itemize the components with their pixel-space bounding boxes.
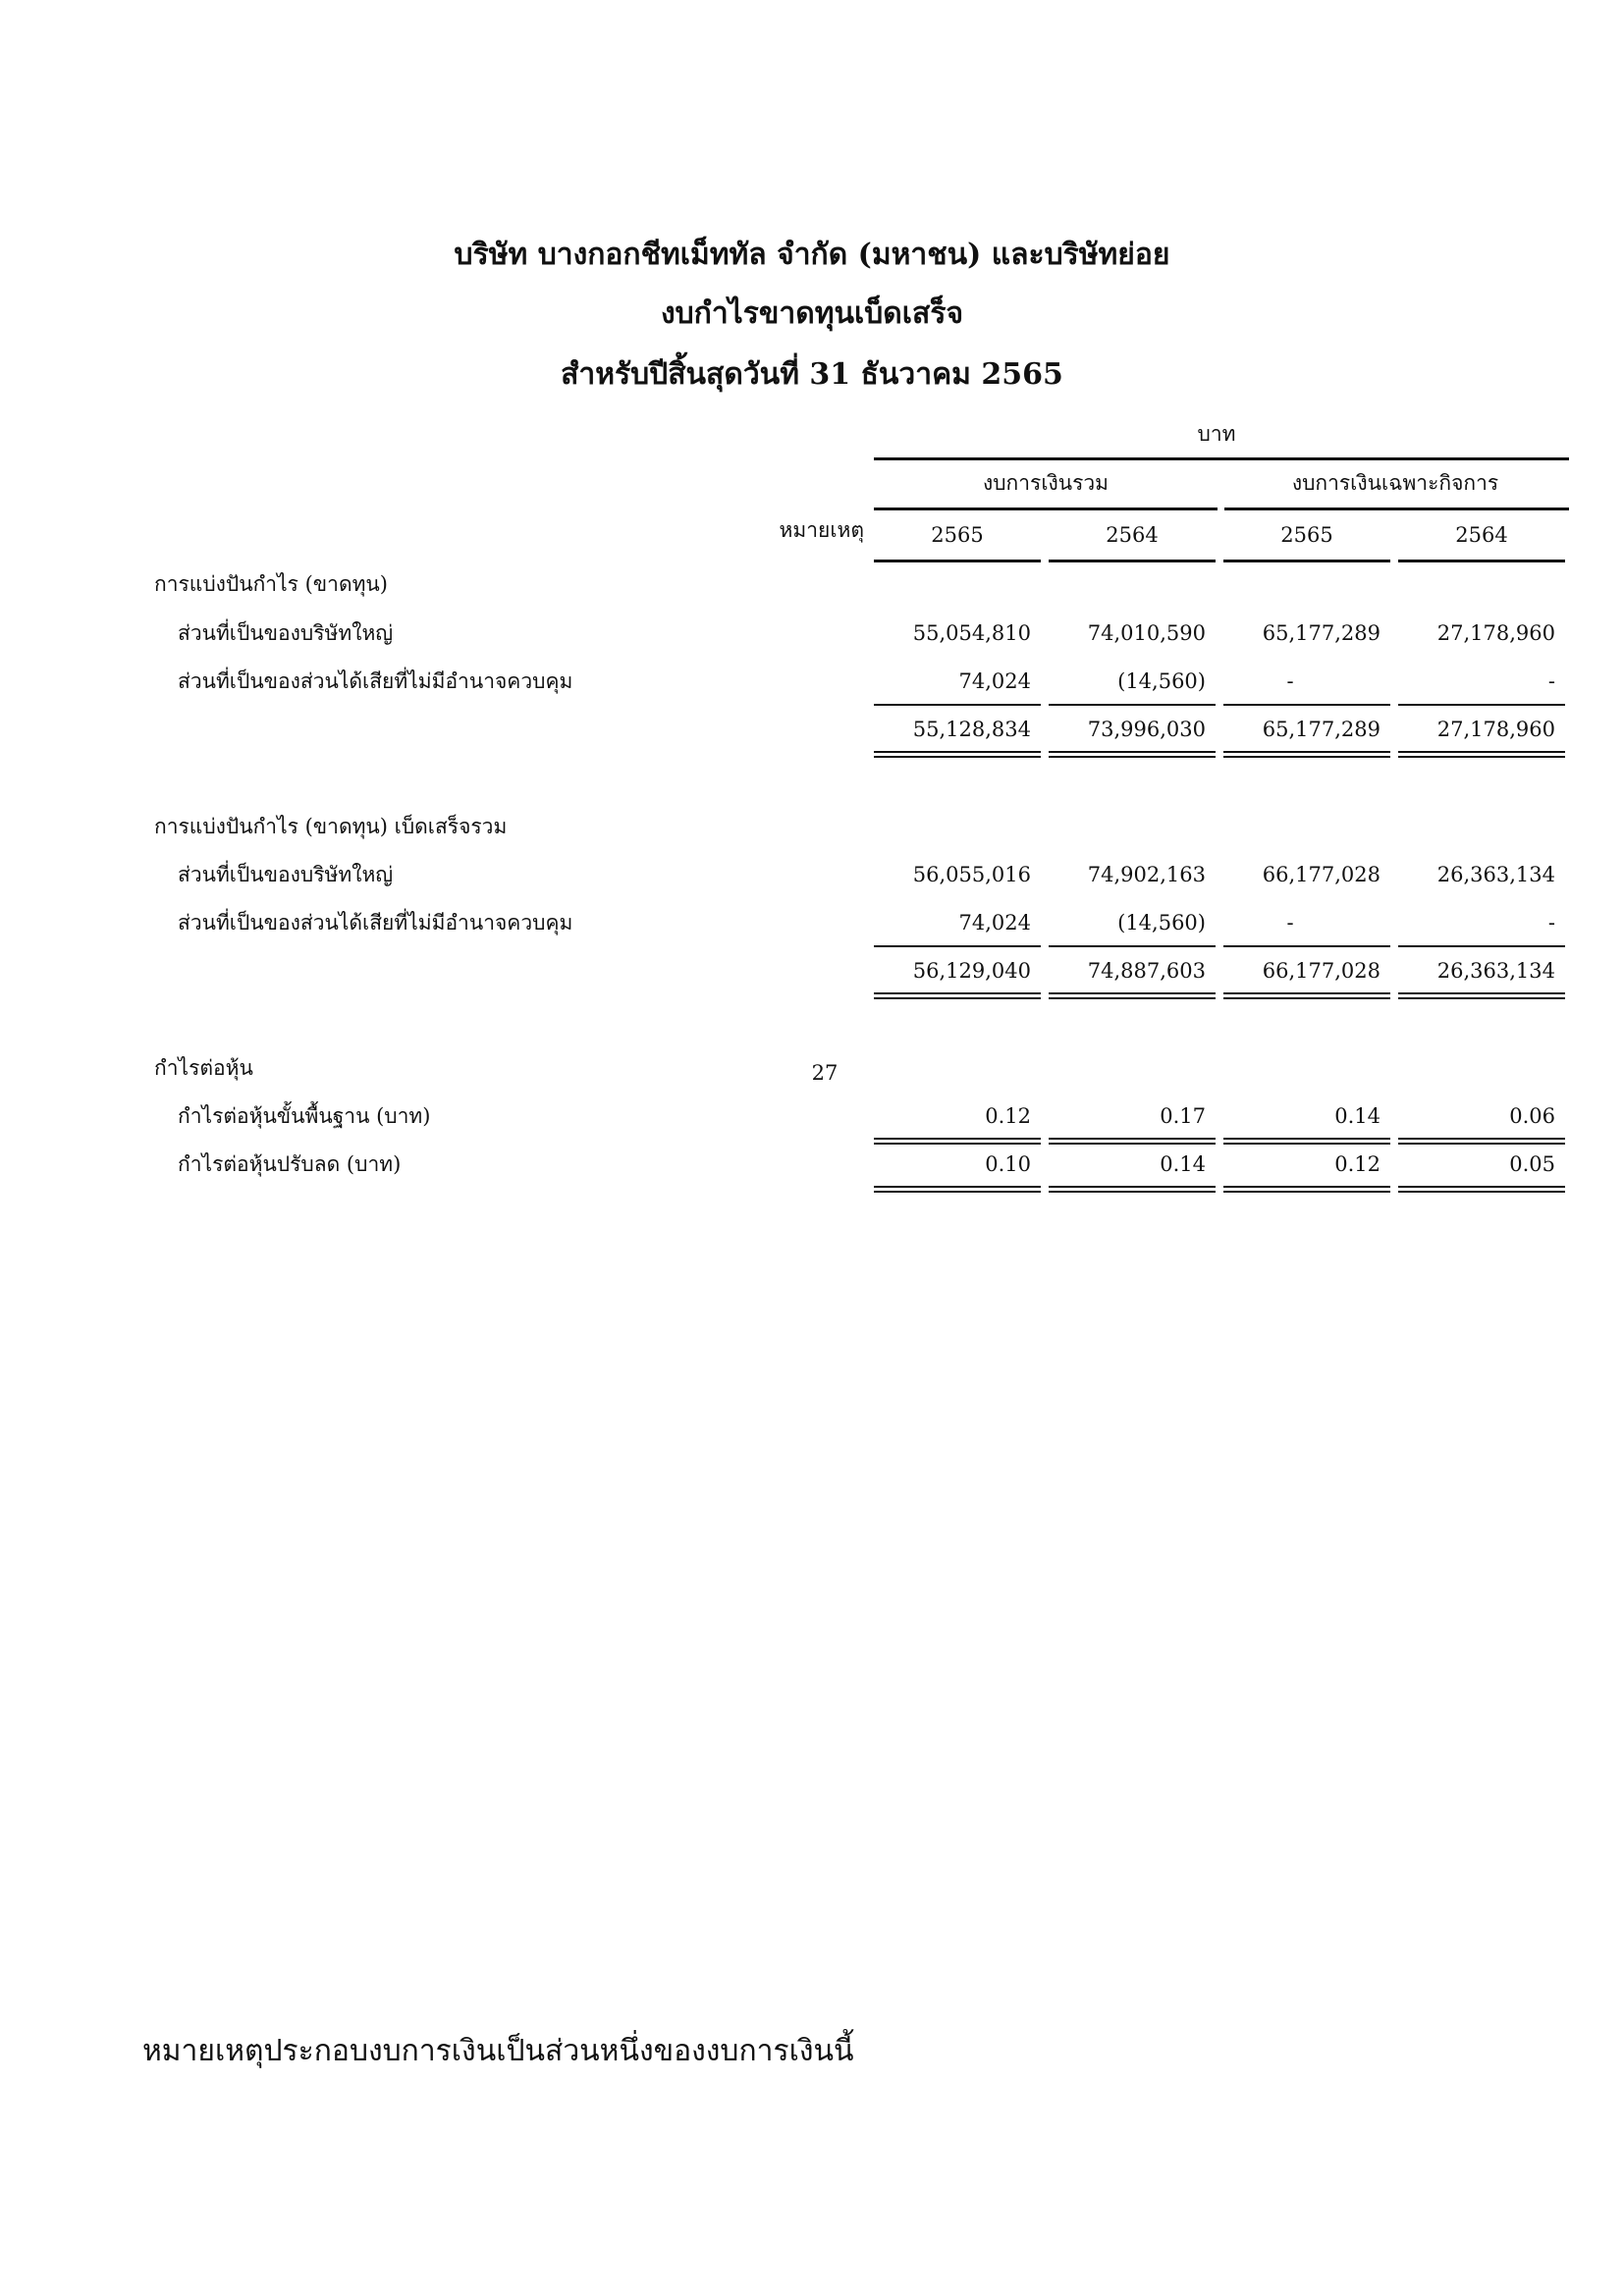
year-header: 2565 <box>1280 523 1333 547</box>
total-double-rule <box>1223 751 1390 758</box>
table-cell: (14,560) <box>1117 669 1206 693</box>
table-cell: 0.12 <box>985 1104 1031 1128</box>
table-cell: 55,054,810 <box>912 621 1031 645</box>
table-cell: 0.10 <box>985 1152 1031 1176</box>
eps-double-rule <box>1398 1138 1565 1145</box>
table-cell: - <box>1547 669 1555 693</box>
table-cell: 65,177,289 <box>1262 621 1380 645</box>
eps-double-rule <box>1223 1186 1390 1193</box>
table-cell: 74,902,163 <box>1087 863 1206 886</box>
subtotal-rule <box>1398 704 1565 706</box>
row-label-owners-of-parent: ส่วนที่เป็นของบริษัทใหญ่ <box>178 621 394 645</box>
row-label-non-controlling-interests: ส่วนที่เป็นของส่วนได้เสียที่ไม่มีอำนาจควบคุม <box>178 911 573 934</box>
company-name: บริษัท บางกอกชีทเม็ททัล จำกัด (มหาชน) และบริษัทย่อย <box>454 238 1170 272</box>
group-label-separate: งบการเงินเฉพาะกิจการ <box>1291 471 1499 495</box>
subtotal-rule <box>874 704 1041 706</box>
table-cell: 56,055,016 <box>912 863 1031 886</box>
group-label-consolidated: งบการเงินรวม <box>982 471 1110 495</box>
table-cell: 27,178,960 <box>1436 621 1555 645</box>
total-cell: 73,996,030 <box>1087 718 1206 741</box>
eps-double-rule <box>874 1186 1041 1193</box>
total-double-rule <box>874 992 1041 999</box>
table-cell: 0.17 <box>1160 1104 1206 1128</box>
eps-double-rule <box>1223 1138 1390 1145</box>
subtotal-rule <box>1223 945 1390 947</box>
table-cell: 66,177,028 <box>1262 863 1380 886</box>
total-cell: 65,177,289 <box>1262 718 1380 741</box>
table-cell: 0.12 <box>1334 1152 1380 1176</box>
year-underline <box>1049 560 1216 562</box>
total-double-rule <box>874 751 1041 758</box>
row-label-non-controlling-interests: ส่วนที่เป็นของส่วนได้เสียที่ไม่มีอำนาจควบคุม <box>178 669 573 693</box>
year-underline <box>1398 560 1565 562</box>
subtotal-rule <box>1223 704 1390 706</box>
year-header: 2565 <box>931 523 984 547</box>
year-header: 2564 <box>1455 523 1508 547</box>
subtotal-rule <box>874 945 1041 947</box>
unit-underline <box>874 457 1569 460</box>
separate-underline <box>1224 507 1569 510</box>
total-cell: 66,177,028 <box>1262 959 1380 983</box>
table-cell: 0.05 <box>1509 1152 1555 1176</box>
eps-double-rule <box>1049 1186 1216 1193</box>
table-cell: 0.14 <box>1160 1152 1206 1176</box>
eps-double-rule <box>1049 1138 1216 1145</box>
eps-double-rule <box>874 1138 1041 1145</box>
eps-double-rule <box>1398 1186 1565 1193</box>
total-double-rule <box>1049 751 1216 758</box>
note-reference: 27 <box>811 1061 839 1085</box>
table-cell: 26,363,134 <box>1436 863 1555 886</box>
statement-period: สำหรับปีสิ้นสุดวันที่ 31 ธันวาคม 2565 <box>561 357 1063 392</box>
consolidated-underline <box>874 507 1218 510</box>
total-cell: 26,363,134 <box>1436 959 1555 983</box>
subtotal-rule <box>1398 945 1565 947</box>
total-cell: 27,178,960 <box>1436 718 1555 741</box>
year-underline <box>874 560 1041 562</box>
total-double-rule <box>1398 992 1565 999</box>
table-cell: 0.14 <box>1334 1104 1380 1128</box>
year-header: 2564 <box>1106 523 1159 547</box>
subtotal-rule <box>1049 704 1216 706</box>
total-double-rule <box>1398 751 1565 758</box>
unit-label: บาท <box>1197 422 1236 446</box>
total-double-rule <box>1049 992 1216 999</box>
total-double-rule <box>1223 992 1390 999</box>
table-cell: - <box>1286 911 1294 934</box>
total-cell: 74,887,603 <box>1087 959 1206 983</box>
table-cell: - <box>1547 911 1555 934</box>
section-title-earnings-per-share: กำไรต่อหุ้น <box>154 1056 253 1080</box>
total-cell: 55,128,834 <box>912 718 1031 741</box>
table-cell: 74,024 <box>958 911 1031 934</box>
footer-note: หมายเหตุประกอบงบการเงินเป็นส่วนหนึ่งของงบการเงินนี้ <box>142 2034 854 2068</box>
row-label-diluted-eps: กำไรต่อหุ้นปรับลด (บาท) <box>178 1152 402 1176</box>
total-cell: 56,129,040 <box>912 959 1031 983</box>
statement-title: งบกำไรขาดทุนเบ็ดเสร็จ <box>660 296 964 331</box>
table-cell: 0.06 <box>1509 1104 1555 1128</box>
row-label-basic-eps: กำไรต่อหุ้นขั้นพื้นฐาน (บาท) <box>178 1104 431 1128</box>
subtotal-rule <box>1049 945 1216 947</box>
year-underline <box>1223 560 1390 562</box>
table-cell: 74,024 <box>958 669 1031 693</box>
table-cell: 74,010,590 <box>1087 621 1206 645</box>
table-cell: - <box>1286 669 1294 693</box>
table-cell: (14,560) <box>1117 911 1206 934</box>
section-title-profit-attribution: การแบ่งปันกำไร (ขาดทุน) <box>154 572 388 596</box>
section-title-comprehensive-attribution: การแบ่งปันกำไร (ขาดทุน) เบ็ดเสร็จรวม <box>154 815 508 838</box>
row-label-owners-of-parent: ส่วนที่เป็นของบริษัทใหญ่ <box>178 863 394 886</box>
note-column-header: หมายเหตุ <box>779 518 864 542</box>
